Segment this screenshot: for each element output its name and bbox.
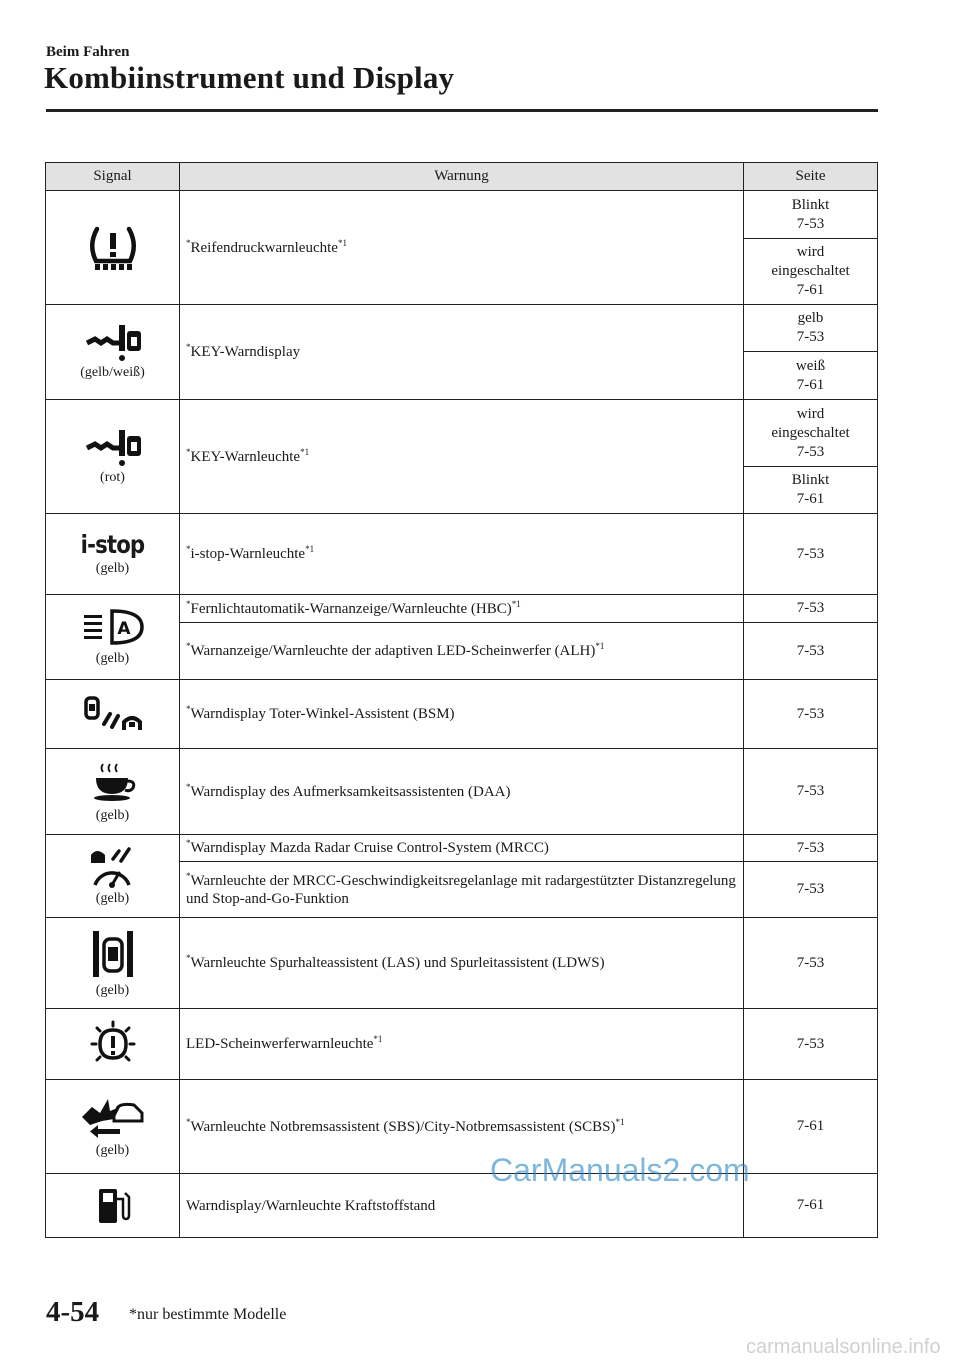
signal-cell [46,305,180,400]
page-cell: Blinkt 7-53 [744,191,878,239]
warning-cell: LED-Scheinwerferwarnleuchte$^{*1}$ [180,1009,744,1080]
table-row [46,1174,878,1238]
table-row [46,1009,878,1080]
signal-caption: (gelb) [95,891,130,906]
warning-cell: *KEY-Warndisplay [180,305,744,400]
page-cell: 7-53 [744,918,878,1009]
warning-cell: Warndisplay/Warnleuchte Kraftstoffstand [180,1174,744,1238]
signal-caption: (gelb/weiß) [80,365,145,380]
table-row [46,680,878,749]
page-cell: 7-53 [744,835,878,862]
key-icon [81,428,145,468]
signal-caption: (gelb) [95,651,130,666]
high-beam-auto-icon [80,607,146,649]
table-row [46,749,878,835]
warning-cell: *Warnanzeige/Warnleuchte der adaptiven LED-Scheinwerfer (ALH)$^{*1}$ [180,623,744,680]
tire-pressure-icon [83,223,143,273]
signal-cell [46,400,180,514]
table-header-row [46,163,878,191]
signal-cell [46,514,180,595]
warning-cell: *Warnleuchte der MRCC-Geschwindigkeitsregelanlage mit radargestützter Distanzregelung und Stop-and-Go-Funktion [180,862,744,918]
fuel-pump-icon [93,1185,133,1227]
signal-cell [46,1080,180,1174]
warning-cell: *Warnleuchte Spurhalteassistent (LAS) und Spurleitassistent (LDWS) [180,918,744,1009]
header-warnung: Warnung [180,163,744,191]
key-icon [81,323,145,363]
warning-cell: *Reifendruckwarnleuchte$^{*1}$ [180,191,744,305]
signal-caption: (gelb) [95,1142,130,1158]
signal-caption: (gelb) [95,807,130,823]
lane-keep-icon [89,927,137,981]
signal-cell [46,1174,180,1238]
watermark-center: CarManuals2.com [490,1152,750,1188]
warning-cell: *Warndisplay Mazda Radar Cruise Control-System (MRCC) [180,835,744,862]
led-headlight-icon [86,1020,140,1068]
table-row [46,400,878,467]
page-cell: 7-53 [744,514,878,595]
page-cell: 7-53 [744,862,878,918]
i-stop-icon: i-stop [80,530,145,559]
warning-cell: *KEY-Warnleuchte$^{*1}$ [180,400,744,514]
signal-cell [46,749,180,835]
table-row [46,595,878,623]
page-cell: 7-53 [744,595,878,623]
brake-assist-icon [78,1095,148,1141]
page-cell: gelb 7-53 [744,305,878,352]
page-cell: 7-53 [744,1009,878,1080]
page-number: 4-54 [46,1296,100,1328]
section-label: Beim Fahren [46,44,130,60]
signal-cell [46,680,180,749]
radar-cruise-icon [83,845,143,889]
signal-cell [46,595,180,680]
table-row [46,191,878,239]
header-signal: Signal [46,163,180,191]
page-cell: wird eingeschaltet 7-53 [744,400,878,467]
signal-cell [46,191,180,305]
warning-cell: *Warnleuchte Notbremsassistent (SBS)/City-Notbremsassistent (SCBS)$^{*1}$ [180,1080,744,1174]
page-title: Kombiinstrument und Display [44,60,455,95]
signal-caption: (gelb) [95,561,130,576]
signal-cell [46,1009,180,1080]
title-divider [46,109,878,112]
signal-caption: (gelb) [95,983,130,998]
page-cell: weiß 7-61 [744,352,878,400]
warning-cell: *Warndisplay Toter-Winkel-Assistent (BSM) [180,680,744,749]
page-cell: wird eingeschaltet 7-61 [744,239,878,305]
watermark-corner: carmanualsonline.info [746,1336,941,1358]
signal-cell [46,835,180,918]
page-cell: Blinkt 7-61 [744,467,878,514]
table-row [46,918,878,1009]
footnote: *nur bestimmte Modelle [129,1306,287,1323]
page-cell: 7-53 [744,749,878,835]
header-seite: Seite [744,163,878,191]
table-row [46,1080,878,1174]
signal-cell [46,918,180,1009]
page-cell: 7-53 [744,623,878,680]
table-row [46,514,878,595]
warning-cell: *Warndisplay des Aufmerksamkeitsassistenten (DAA) [180,749,744,835]
page-cell: 7-61 [744,1174,878,1238]
blind-spot-icon [80,694,146,734]
coffee-cup-icon [88,760,138,806]
warning-cell: *Fernlichtautomatik-Warnanzeige/Warnleuchte (HBC)$^{*1}$ [180,595,744,623]
svg-text:A: A [116,619,131,639]
table-row [46,305,878,352]
warning-cell: *i-stop-Warnleuchte$^{*1}$ [180,514,744,595]
warning-table [45,162,878,1238]
table-row [46,835,878,862]
page-cell: 7-61 [744,1080,878,1174]
signal-caption: (rot) [100,469,125,485]
page-cell: 7-53 [744,680,878,749]
